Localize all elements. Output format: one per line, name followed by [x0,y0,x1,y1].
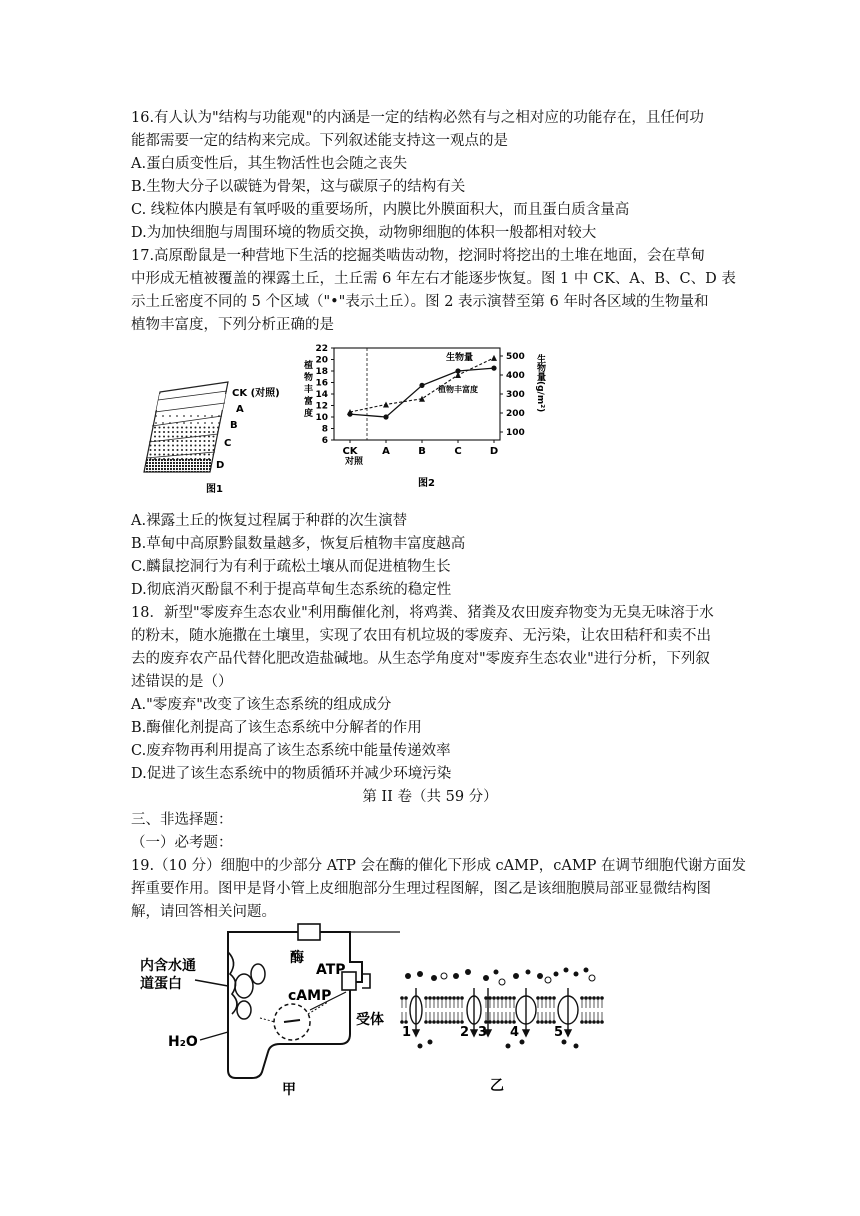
q17-option-a: A.裸露土丘的恢复过程属于种群的次生演替 [131,513,408,529]
richness-point [383,414,388,419]
left-axis-tick-label: 6 [321,436,328,446]
q16-stem-line1: 16.有人认为"结构与功能观"的内涵是一定的结构必然有与之相对应的功能存在，且任何功 [131,110,704,126]
chart-ylabel-left-2: 物 [304,373,314,383]
aquaporin-pointer [195,980,228,986]
richness-point [455,368,460,373]
right-axis-tick-label: 100 [506,428,525,438]
h2o-arrow [200,1032,228,1040]
left-axis-tick-label: 14 [315,390,328,400]
fig-jia-caption: 甲 [282,1082,296,1097]
legend-richness: 植物丰富度 [438,385,478,394]
vesicle-3 [237,1001,251,1019]
x-axis-tick-label: D [489,446,499,457]
fig-yi-caption: 乙 [490,1078,504,1094]
q16-stem-line2: 能都需要一定的结构来完成。下列叙述能支持这一观点的是 [131,133,508,149]
richness-point [491,366,496,371]
chart-ylabel-left-3: 丰 [304,385,314,395]
q16-option-c: C. 线粒体内膜是有氧呼吸的重要场所，内膜比外膜面积大，而且蛋白质含量高 [131,202,630,218]
q19-figure-yi [398,966,608,1098]
right-axis-tick-label: 500 [506,352,525,362]
fig1-label-b: B [230,420,238,431]
q18-option-c: C.废弃物再利用提高了该生态系统中能量传递效率 [131,743,451,759]
q17-figure2-chart [290,340,560,490]
transport-arrows [413,988,571,1036]
legend-biomass: 生物量 [446,353,474,363]
richness-point [419,383,424,388]
q17-stem-line3: 示土丘密度不同的 5 个区域（"•"表示土丘）。图 2 表示演替至第 6 年时各区域的生物量和 [131,294,709,310]
left-axis-tick-label: 16 [315,378,328,389]
fig1-label-d: D [216,460,225,471]
fig1-caption: 图1 [206,484,223,495]
fig2-caption: 图2 [418,478,435,489]
q16-option-b: B.生物大分子以碳链为骨架，这与碳原子的结构有关 [131,179,466,195]
x-axis-tick-label: C [454,446,462,457]
left-axis-tick-label: 12 [315,401,328,412]
q19-stem-line1: 19.（10 分）细胞中的少部分 ATP 会在酶的催化下形成 cAMP，cAMP 在调节细胞代谢方面发 [131,858,747,874]
camp-target-bar [284,1020,300,1022]
q18-stem-line1: 18．新型"零废弃生态农业"利用酶催化剂，将鸡粪、猪粪及农田废弃物变为无臭无味溶于水 [131,605,714,621]
left-axis-tick-label: 18 [315,367,328,377]
label-aquaporin-line2: 道蛋白 [140,976,182,992]
yi-num-2: 2 [460,1025,470,1040]
q16-option-d: D.为加快细胞与周围环境的物质交换，动物卵细胞的体积一般都相对较大 [131,225,597,241]
q17-option-d: D.彻底消灭酚鼠不利于提高草甸生态系统的稳定性 [131,582,452,598]
x-axis-tick-label: CK [342,446,358,457]
biomass-point [383,401,389,407]
chart-ylabel-left-4: 富 [304,397,314,407]
q17-stem-line2: 中形成无植被覆盖的裸露土丘，土丘需 6 年左右才能逐步恢复。图 1 中 CK、A、B、C、D 表 [131,271,736,287]
right-axis-tick-label: 200 [506,409,525,419]
q18-stem-line3: 去的废弃农产品代替化肥改造盐碱地。从生态学角度对"零废弃生态农业"进行分析，下列叙 [131,651,710,667]
yi-num-3: 3 [478,1025,488,1040]
yi-num-5: 5 [554,1025,564,1040]
right-axis-tick-label: 300 [506,390,525,400]
chart-ylabel-right: 生物量(g/m²) [535,354,545,413]
q16-option-a: A.蛋白质变性后，其生物活性也会随之丧失 [131,156,408,172]
q18-option-a: A."零废弃"改变了该生态系统的组成成分 [131,697,392,713]
section-heading: 三、非选择题： [131,812,233,828]
chart-ylabel-left-1: 植 [304,361,314,371]
label-enzyme: 酶 [290,950,304,966]
q18-option-d: D.促进了该生态系统中的物质循环并减少环境污染 [131,766,452,782]
q19-figure-jia [140,922,400,1097]
label-camp: cAMP [288,988,332,1004]
receptor-ligand [362,974,370,988]
solute-particles-bottom [418,1040,579,1049]
label-aquaporin-line1: 内含水通 [140,958,196,974]
q19-stem-line2: 挥重要作用。图甲是肾小管上皮细胞部分生理过程图解，图乙是该细胞膜局部亚显微结构图 [131,881,711,897]
part2-title: 第 II 卷（共 59 分） [362,789,498,805]
q18-stem-line2: 的粉末，随水施撒在土壤里，实现了农田有机垃圾的零废弃、无污染，让农田秸秆和卖不出 [131,628,711,644]
yi-num-4: 4 [510,1025,520,1040]
q17-stem-line4: 植物丰富度，下列分析正确的是 [131,317,334,333]
label-receptor: 受体 [356,1012,384,1028]
left-axis-tick-label: 20 [315,355,328,366]
arrow-to-figure-yi [320,932,400,954]
q17-stem-line1: 17.高原酚鼠是一种营地下生活的挖掘类啮齿动物，挖洞时将挖出的土堆在地面，会在草甸 [131,248,706,264]
richness-point [347,412,352,417]
yi-num-1: 1 [402,1025,412,1040]
subsection-heading: （一）必考题： [131,835,233,851]
label-atp: ATP [316,962,346,978]
fig1-label-c: C [224,438,232,449]
left-axis-tick-label: 10 [315,413,328,423]
right-axis-tick-label: 400 [506,371,525,381]
chart-plot-area [334,348,500,440]
biomass-point [491,355,497,361]
q17-figure1 [140,372,290,500]
q18-stem-line4: 述错误的是（） [131,674,233,690]
fig1-label-a: A [236,404,244,415]
fig1-label-ck: CK (对照) [232,388,280,399]
left-axis-tick-label: 8 [321,424,328,435]
left-axis-tick-label: 22 [315,344,328,354]
q17-option-c: C.麟鼠挖洞行为有利于疏松土壤从而促进植物生长 [131,559,451,575]
vesicle-2 [251,964,265,984]
enzyme-box [298,924,320,940]
dashed-link-1 [260,1018,275,1022]
q18-option-b: B.酶催化剂提高了该生态系统中分解者的作用 [131,720,422,736]
chart-x-sub-label: 对照 [345,457,364,467]
q17-option-b: B.草甸中高原黔鼠数量越多，恢复后植物丰富度越高 [131,536,466,552]
chart-ylabel-left-5: 度 [304,409,314,419]
q19-stem-line3: 解，请回答相关问题。 [131,904,276,920]
label-h2o: H₂O [168,1034,198,1050]
solute-particles-top [405,968,589,982]
x-axis-tick-label: A [382,446,390,457]
vesicle-1 [235,974,253,998]
x-axis-tick-label: B [418,446,426,457]
